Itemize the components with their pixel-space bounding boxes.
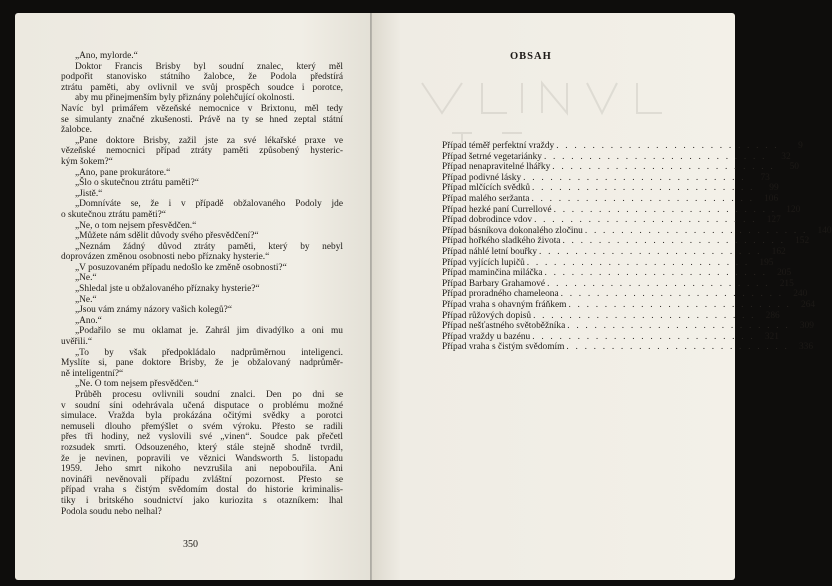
toc-leader-dots: . . . . . . . . . . . . . . . . . . . . . . . . . bbox=[568, 299, 792, 310]
toc-leader-dots: . . . . . . . . . . . . . . . . . . . . . . . . . bbox=[532, 183, 755, 194]
text-line: „Shledal jste u obžalovaného příznaky hysterie?“ bbox=[75, 284, 260, 295]
toc-entry-title: Případ dobrodince vdov bbox=[442, 215, 533, 226]
toc-entry-title: Případ vyjících lupičů bbox=[442, 257, 525, 268]
toc-entry-title: Případ maminčina miláčka bbox=[442, 268, 543, 279]
toc-entry-title: Případ vraždy u bazénu bbox=[442, 331, 531, 342]
text-line: „Ano, mylorde.“ bbox=[75, 51, 138, 61]
text-line: „Jistě.“ bbox=[75, 188, 103, 199]
toc-leader-dots: . . . . . . . . . . . . . . . . . . . . . . . . . bbox=[553, 204, 777, 215]
text-line: rozsudek smrti. Odsouzeného, který stále stejně shodně tvrdil, bbox=[61, 442, 343, 453]
toc-entry-page: 50 bbox=[789, 162, 799, 173]
text-line: „Ne.“ bbox=[75, 273, 97, 284]
text-line: „Neznám žádný důvod ztráty paměti, který by nebyl bbox=[75, 241, 343, 252]
toc-entry bbox=[442, 193, 779, 205]
toc-entry-page: 9 bbox=[798, 141, 803, 151]
text-line: o skutečnou ztrátu paměti?“ bbox=[61, 209, 166, 220]
toc-leader-dots: . . . . . . . . . . . . . . . . . . . . . . . . . bbox=[539, 246, 762, 257]
toc-entry-page: 205 bbox=[777, 268, 792, 279]
toc-entry bbox=[442, 236, 810, 247]
toc-entry-title: Případ básníkova dokonalého zločinu bbox=[442, 225, 583, 236]
text-line: „To by však předpokládalo nadprůměrnou inteligenci. bbox=[75, 347, 343, 358]
toc-entry bbox=[442, 342, 814, 353]
toc-entry bbox=[442, 162, 799, 173]
toc-leader-dots: . . . . . . . . . . . . . . . . . . . . . . . . . bbox=[552, 162, 775, 173]
toc-leader-dots: . . . . . . . . . . . . . . . . . . . . . . . . . bbox=[562, 236, 786, 247]
toc-entry-page: 73 bbox=[760, 172, 770, 183]
toc-entry bbox=[442, 268, 792, 279]
text-line: tiky i britského soudnictví jako kuriozita s otazníkem: lhal bbox=[61, 495, 343, 506]
toc-entry-page: 240 bbox=[793, 289, 808, 300]
toc-leader-dots: . . . . . . . . . . . . . . . . . . . . . . . . . bbox=[534, 215, 757, 226]
text-line: přes tři hodiny, než vyslovili své „vinen“. Soudce pak přečetl bbox=[61, 432, 343, 443]
text-line: „Pane doktore Brisby, zažil jste za své lékařské praxe ve bbox=[75, 135, 343, 146]
toc-leader-dots: . . . . . . . . . . . . . . . . . . . . . . . . . bbox=[584, 225, 808, 236]
page-number: 350 bbox=[183, 539, 198, 550]
body-text bbox=[61, 51, 343, 517]
toc-entry-page: 127 bbox=[766, 215, 781, 226]
text-line: Podola soudu nebo nelhal? bbox=[61, 506, 162, 517]
toc-entry-title: Případ vraha s ohavným fráňkem bbox=[442, 299, 567, 310]
text-line: aby mu přinejmenším byly přiznány polehčující okolnosti. bbox=[75, 93, 295, 104]
toc-entry-title: Případ malého seržanta bbox=[442, 193, 530, 204]
text-line: „Ne, o tom nejsem přesvědčen.“ bbox=[75, 220, 197, 231]
show-through-graphic bbox=[412, 53, 672, 143]
toc-entry-page: 264 bbox=[801, 299, 816, 310]
text-line: nemuseli dlouho přemýšlet o svém výroku. Přesto se radili bbox=[61, 421, 343, 432]
text-line: „Ne.“ bbox=[75, 294, 97, 305]
text-line: ztrátu paměti, aby ovlivnil ve svůj prospěch soudce i porotce, bbox=[61, 82, 343, 93]
toc-entry-title: Případ mlčících svědků bbox=[442, 183, 531, 194]
text-line: simulace. Vražda byla prokázána očitými svědky a porotci bbox=[61, 411, 343, 422]
toc-leader-dots: . . . . . . . . . . . . . . . . . . . . . . . . . bbox=[556, 141, 779, 151]
toc-entry bbox=[442, 183, 779, 194]
toc-leader-dots: . . . . . . . . . . . . . . . . . . . . . . . . . bbox=[523, 172, 746, 183]
toc-leader-dots: . . . . . . . . . . . . . . . . . . . . . . . . . bbox=[543, 151, 767, 162]
text-line: „Ano, pane prokurátore.“ bbox=[75, 167, 171, 178]
toc-entry bbox=[442, 321, 814, 332]
text-line: novináři nevěnovali případu zvláštní pozornost. Přesto se bbox=[61, 474, 343, 485]
text-line: v soudní síni odehrávala učená disputace o problému možné bbox=[61, 400, 343, 411]
text-line: podpořit stanovisko státního žalobce, že Podola předstírá bbox=[61, 72, 343, 83]
toc-leader-dots: . . . . . . . . . . . . . . . . . . . . . . . . . bbox=[560, 289, 784, 300]
text-line: „V posuzovaném případu nedošlo ke změně osobnosti?“ bbox=[75, 262, 287, 273]
toc-entry-title: Případ téměř perfektní vraždy bbox=[442, 141, 555, 151]
toc-entry-page: 120 bbox=[786, 204, 801, 215]
toc-entry-title: Případ podivné lásky bbox=[442, 172, 522, 183]
toc-leader-dots: . . . . . . . . . . . . . . . . . . . . . . . . . bbox=[566, 342, 790, 353]
text-line: uvěřili.“ bbox=[61, 337, 92, 348]
text-line: vězeňské nemocnici případ ztráty paměti způsobený hysteric- bbox=[61, 146, 343, 157]
toc-entry-page: 286 bbox=[765, 310, 780, 321]
toc-entry bbox=[442, 257, 774, 269]
left-page bbox=[15, 13, 372, 580]
toc-entry-page: 162 bbox=[771, 246, 786, 257]
text-line: „Šlo o skutečnou ztrátu paměti?“ bbox=[75, 178, 199, 189]
text-line: „Domníváte se, že i v případě obžalovaného Podoly jde bbox=[75, 199, 343, 210]
toc-entry-title: Případ nešťastného světoběžníka bbox=[442, 321, 566, 332]
toc-heading: OBSAH bbox=[510, 51, 552, 62]
toc-entry-title: Případ náhlé letní bouřky bbox=[442, 246, 538, 257]
toc-entry-page: 309 bbox=[799, 321, 814, 332]
toc-leader-dots: . . . . . . . . . . . . . . . . . . . . . . . . . bbox=[547, 278, 770, 289]
toc-entry bbox=[442, 141, 803, 152]
text-line: „Podařilo se mu oklamat je. Zahrál jim divadýlko a oni mu bbox=[75, 326, 343, 337]
toc-entry-title: Případ šetrné vegetariánky bbox=[442, 151, 542, 162]
text-line: Myslíte si, pane doktore Brisby, že je obžalovaný nadprůměr- bbox=[61, 358, 343, 369]
right-page bbox=[372, 13, 832, 580]
toc-entry bbox=[442, 225, 832, 237]
toc-entry-title: Případ růžových dopisů bbox=[442, 310, 532, 321]
toc-entry-page: 140 bbox=[817, 225, 832, 236]
toc-leader-dots: . . . . . . . . . . . . . . . . . . . . . . . . . bbox=[533, 310, 756, 321]
text-line: „Ne. O tom nejsem přesvědčen.“ bbox=[75, 379, 199, 390]
toc-entry-page: 321 bbox=[764, 331, 779, 342]
toc-entry-title: Případ hezké paní Currellové bbox=[442, 204, 552, 215]
text-line: se simulanty značné zkušenosti. Právě na ty se hned zeptal státní bbox=[61, 114, 343, 125]
toc-entry bbox=[442, 151, 791, 163]
text-line: 1959. Jeho smrt nikoho nevzrušila ani nepobouřila. Ani bbox=[61, 464, 343, 475]
text-line: „Ano.“ bbox=[75, 315, 102, 326]
show-through-texture bbox=[412, 53, 672, 150]
toc-leader-dots: . . . . . . . . . . . . . . . . . . . . . . . . . bbox=[532, 331, 755, 342]
toc-entry bbox=[442, 204, 801, 216]
toc-leader-dots: . . . . . . . . . . . . . . . . . . . . . . . . . bbox=[567, 321, 790, 332]
toc-entry-title: Případ hořkého sladkého života bbox=[442, 236, 561, 247]
toc-entry bbox=[442, 215, 781, 226]
toc-leader-dots: . . . . . . . . . . . . . . . . . . . . . . . . . bbox=[531, 193, 755, 204]
text-line: že je nevinen, popravili ve věznici Wandsworth 5. listopadu bbox=[61, 453, 343, 464]
toc-entry bbox=[442, 331, 779, 343]
text-line: Doktor Francis Brisby byl soudní znalec, který měl bbox=[75, 61, 343, 72]
toc-entry-page: 215 bbox=[779, 278, 794, 289]
text-line: Průběh procesu ovlivnili soudní znalci. Den po dni se bbox=[75, 390, 343, 400]
toc-entry-page: 106 bbox=[764, 193, 779, 204]
toc-entry bbox=[442, 299, 816, 311]
table-of-contents bbox=[442, 141, 832, 353]
text-line: ně inteligentní?“ bbox=[61, 368, 124, 379]
text-line: Navíc byl primářem vězeňské nemocnice v Brixtonu, měl tedy bbox=[61, 103, 343, 114]
toc-entry bbox=[442, 172, 770, 184]
toc-entry-title: Případ nenapravitelné lhářky bbox=[442, 162, 551, 173]
toc-entry bbox=[442, 289, 808, 300]
toc-entry-title: Případ Barbary Grahamové bbox=[442, 278, 546, 289]
toc-entry-page: 336 bbox=[798, 342, 814, 353]
toc-entry-title: Případ proradného chameleona bbox=[442, 289, 559, 300]
toc-entry bbox=[442, 310, 780, 322]
toc-entry bbox=[442, 278, 794, 290]
book-spread bbox=[15, 13, 832, 580]
toc-entry-title: Případ vraha s čistým svědomím bbox=[442, 342, 565, 353]
text-line: kým šokem?“ bbox=[61, 156, 113, 167]
toc-entry-page: 32 bbox=[781, 151, 791, 162]
toc-entry-page: 195 bbox=[759, 257, 774, 268]
text-line: doprovázen změnou osobnosti nebo příznaky hysterie.“ bbox=[61, 252, 270, 263]
toc-entry bbox=[442, 246, 786, 258]
toc-leader-dots: . . . . . . . . . . . . . . . . . . . . . . . . . bbox=[526, 257, 750, 268]
toc-entry-page: 99 bbox=[769, 183, 779, 194]
toc-leader-dots: . . . . . . . . . . . . . . . . . . . . . . . . . bbox=[544, 268, 768, 279]
text-line: žalobce. bbox=[61, 125, 92, 136]
text-line: „Jsou vám známy názory vašich kolegů?“ bbox=[75, 305, 232, 316]
text-line: „Můžete nám sdělit důvody svého přesvědčení?“ bbox=[75, 231, 259, 242]
toc-entry-page: 152 bbox=[795, 236, 810, 247]
text-line: případ vraha s čistým svědomím dostal do historie kriminalis- bbox=[61, 485, 343, 496]
